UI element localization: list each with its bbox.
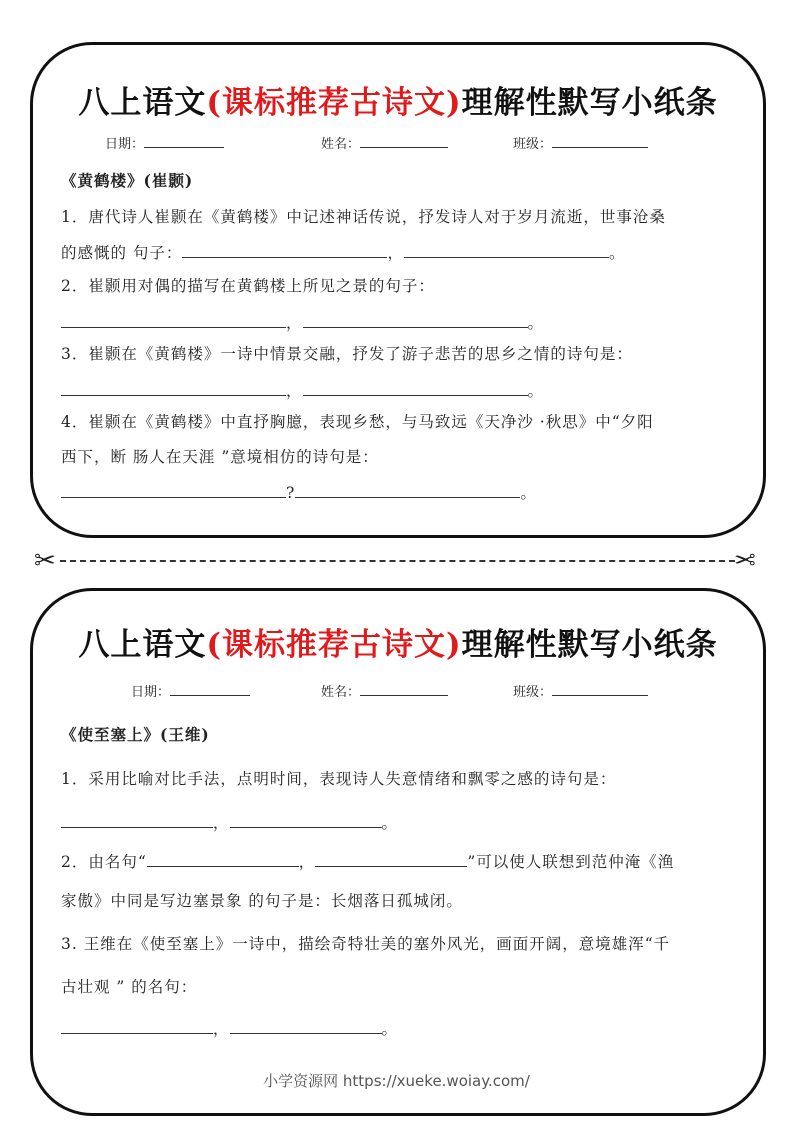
question-3-line2: 古壮观 ” 的名句： (61, 978, 198, 996)
name-field[interactable]: 姓名： (321, 681, 448, 700)
class-field[interactable]: 班级： (513, 681, 648, 700)
question-4-line2: 西下，断 肠人在天涯 ”意境相仿的诗句是： (61, 448, 379, 466)
question-2: 2．崔颢用对偶的描写在黄鹤楼上所见之景的句子： (61, 277, 435, 295)
date-field[interactable]: 日期： (105, 133, 224, 152)
question-3-answer[interactable]: ， 。 (61, 1017, 398, 1039)
question-4: 4．崔颢在《黄鹤楼》中直抒胸臆，表现乡愁，与马致远《天净沙 ·秋思》中“夕阳 (61, 413, 654, 431)
question-3: 3. 王维在《使至塞上》一诗中，描绘奇特壮美的塞外风光，画面开阔，意境雄浑“千 (61, 935, 671, 953)
question-2-line2: 家傲》中同是写边塞景象 的句子是：长烟落日孤城闭。 (61, 892, 463, 910)
card-huanghelou (30, 42, 766, 538)
class-field[interactable]: 班级： (513, 133, 648, 152)
poem-heading: 《使至塞上》(王维) (61, 725, 210, 744)
question-1-answer[interactable]: 的感慨的 句子： ， 。 (61, 241, 625, 263)
date-field[interactable]: 日期： (131, 681, 250, 700)
name-field[interactable]: 姓名： (321, 133, 448, 152)
card-title: 八上语文(课标推荐古诗文)理解性默写小纸条 (78, 627, 718, 663)
poem-heading: 《黄鹤楼》(崔颢) (61, 171, 194, 190)
scissors-icon: ✂ (34, 546, 56, 576)
question-3-answer[interactable]: ， 。 (61, 379, 544, 401)
footer-watermark: 小学资源网 https://xueke.woiay.com/ (263, 1072, 530, 1090)
question-1-answer[interactable]: ， 。 (61, 811, 398, 833)
card-title: 八上语文(课标推荐古诗文)理解性默写小纸条 (78, 85, 718, 121)
scissors-icon: ✂ (734, 546, 756, 576)
cut-line (60, 560, 735, 562)
question-4-answer[interactable]: ? 。 (61, 481, 537, 503)
question-2[interactable]: 2．由名句“ ， ”可以使人联想到范仲淹《渔 (61, 850, 674, 872)
question-1: 1．采用比喻对比手法，点明时间，表现诗人失意情绪和飘零之感的诗句是： (61, 770, 617, 788)
question-1: 1．唐代诗人崔颢在《黄鹤楼》中记述神话传说，抒发诗人对于岁月流逝，世事沧桑 (61, 208, 666, 226)
question-3: 3．崔颢在《黄鹤楼》一诗中情景交融，抒发了游子悲苦的思乡之情的诗句是： (61, 345, 633, 363)
question-2-answer[interactable]: ， 。 (61, 311, 544, 333)
card-shizhisaishang (30, 588, 766, 1116)
